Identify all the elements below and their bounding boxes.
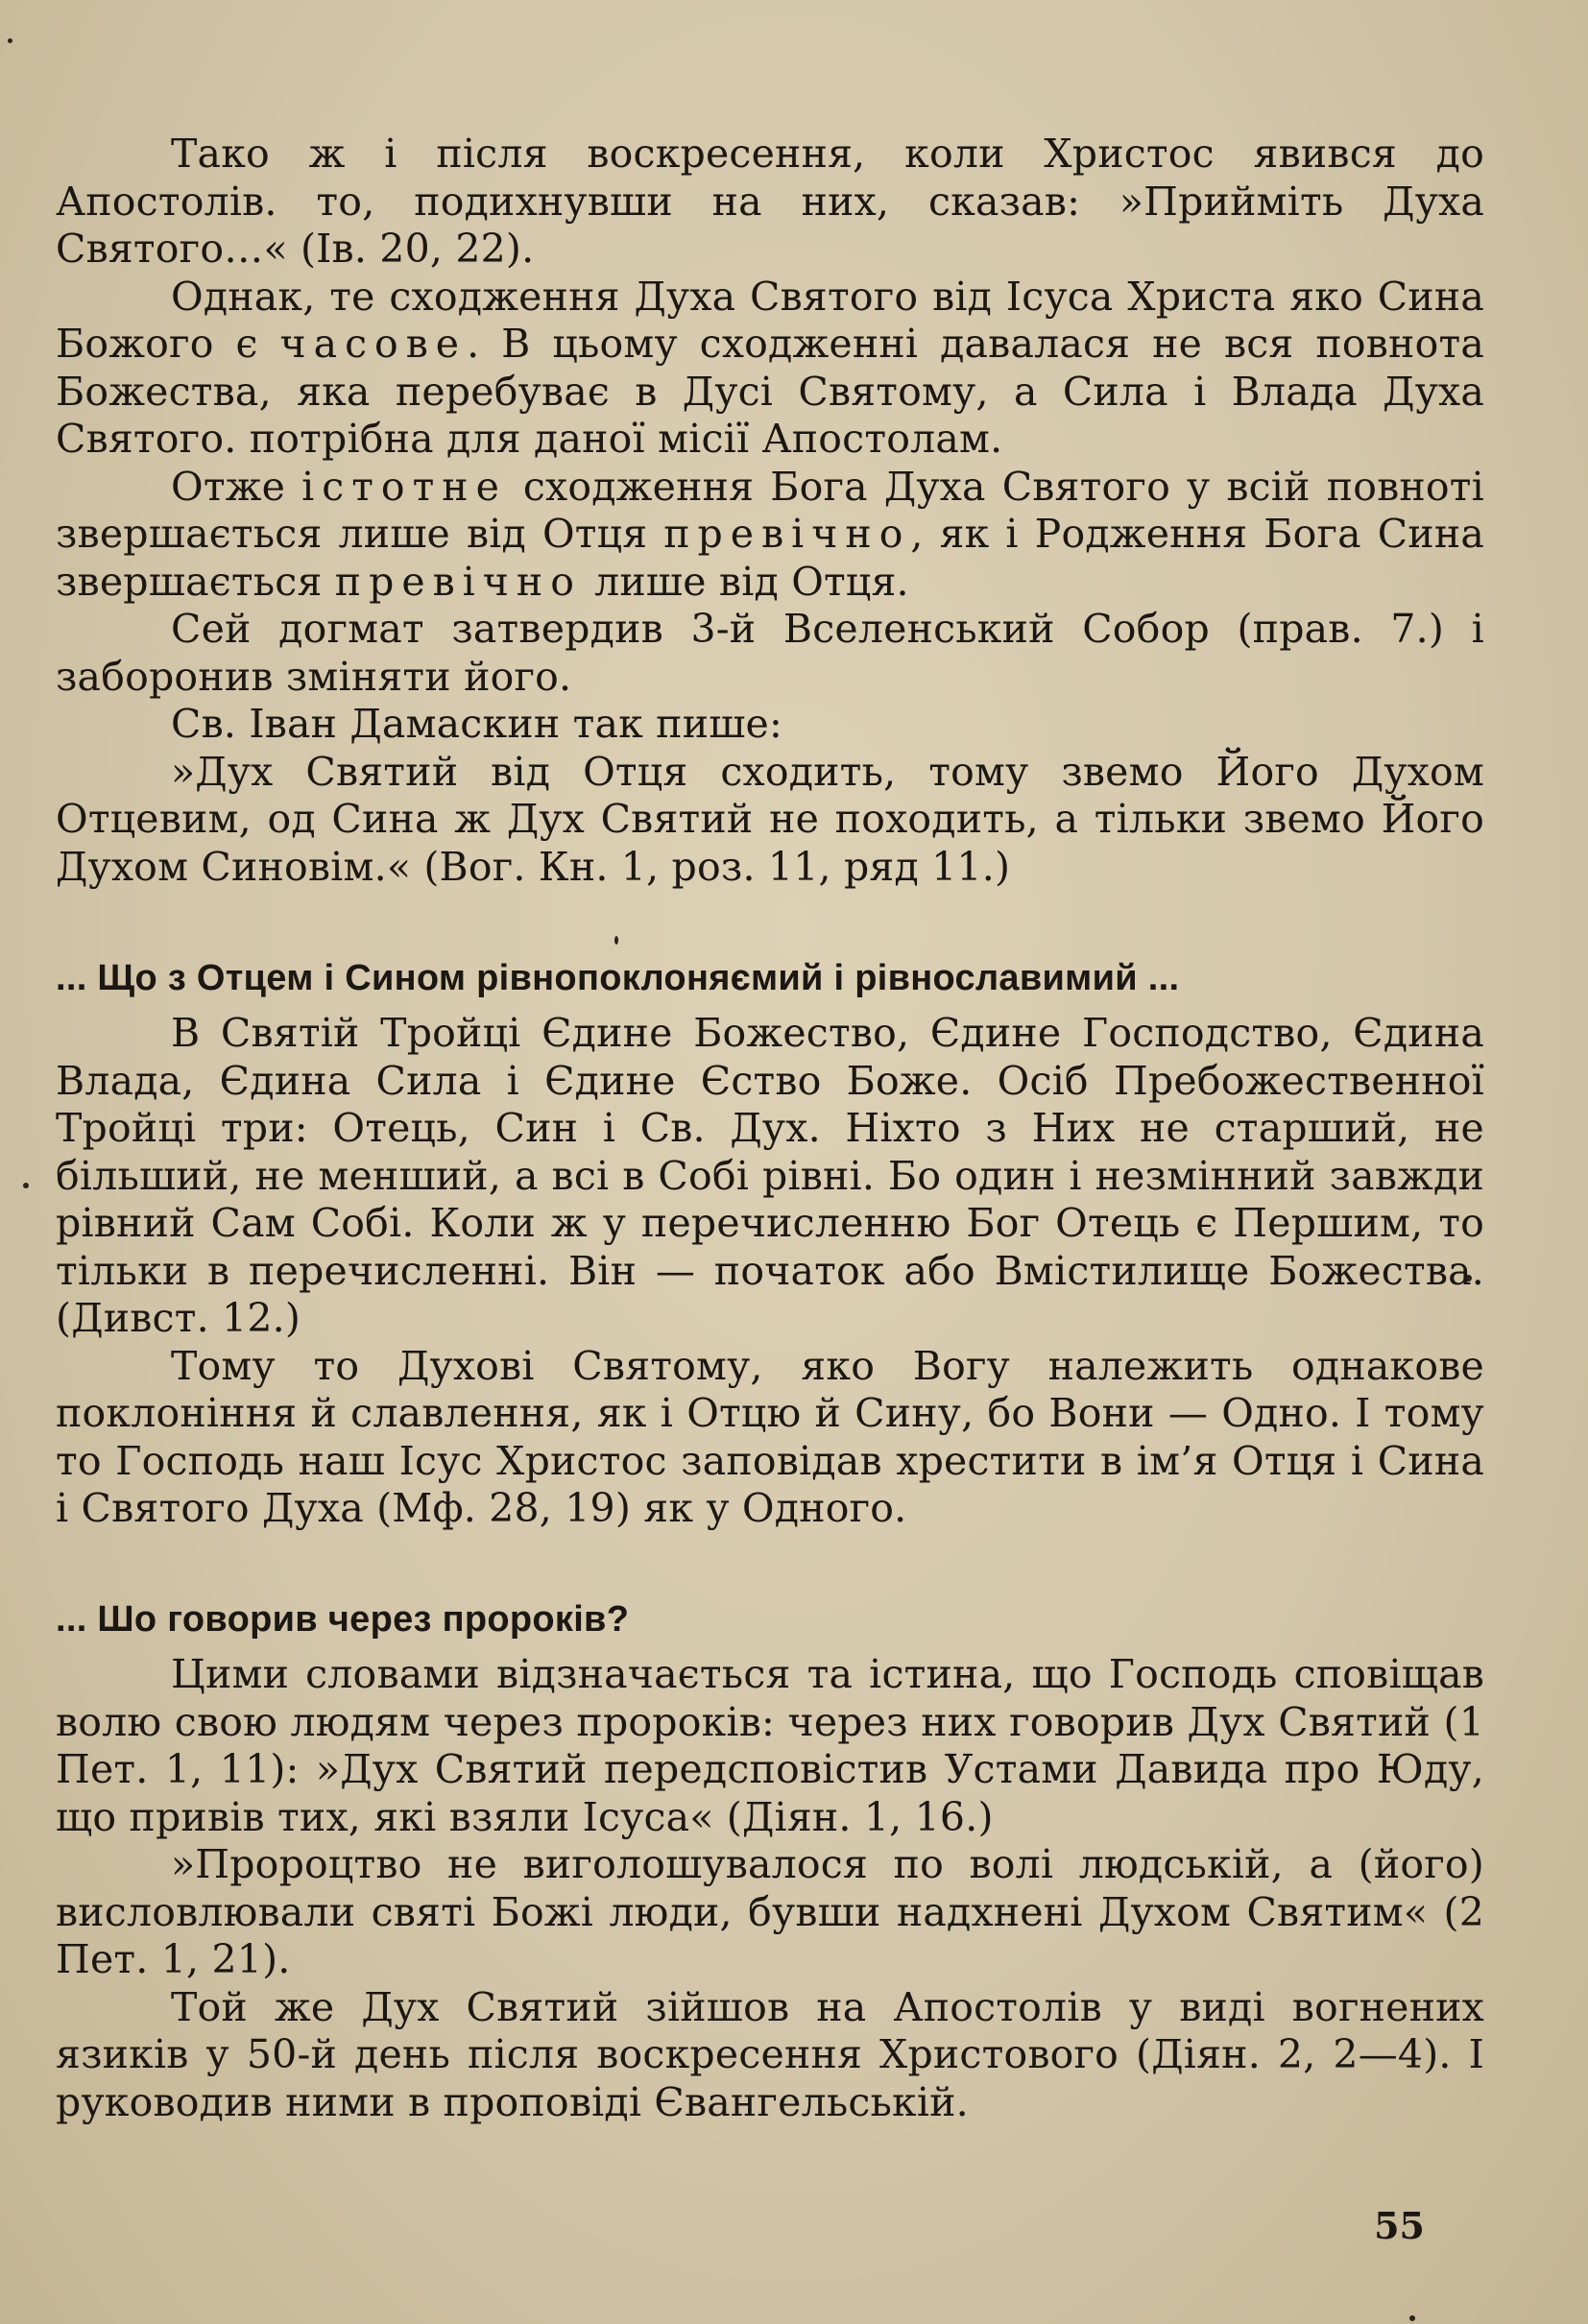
paragraph: Тако ж і після воскресення, коли Христос явився до Апостолів. то, подихнувши на них, сказав: »Прийміть Духа Святого…« (Ів. 20, 22).: [56, 131, 1484, 272]
section-prophets: [56, 1595, 1484, 2126]
section-heading: ... Що з Отцем і Сином рівнопоклоняємий і рівнославимий ...: [56, 958, 1180, 998]
text-run: . В цьому сходженні давалася не вся повнота Божества, яка перебуває в Дусі Святому, а Сила і Влада Духа Святого. потрібна для даної місії Апостолам.: [56, 321, 1484, 462]
quote-paragraph: »Дух Святий від Отця сходить, тому звемо Його Духом Отцевим, од Сина ж Дух Святий не походить, а тільки звемо Його Духом Синовім.« (Вог. Кн. 1, роз. 11, ряд 11.): [56, 748, 1484, 890]
page-number: 55: [1374, 2204, 1425, 2247]
paragraph: Той же Дух Святий зійшов на Апостолів у виді вогнених язиків у 50-й день після воскресення Христового (Діян. 2, 2—4). І руководив ними в проповіді Євангельській.: [56, 1983, 1484, 2125]
paragraph: Св. Іван Дамаскин так пише:: [171, 701, 783, 747]
text-run: Отже: [171, 463, 302, 510]
paper-speck: [614, 936, 618, 945]
emphasized-word: превічно: [334, 558, 582, 605]
emphasized-word: істотне: [301, 463, 507, 510]
paragraph: [56, 464, 1484, 607]
paper-speck: [1409, 2315, 1415, 2321]
text-run: Однак, те сходження Духа Святого від Ісуса Христа яко Сина Божого є: [56, 273, 1484, 367]
emphasized-word: превічно: [663, 511, 911, 557]
section-doctrine-text: [56, 131, 1484, 891]
paper-speck: [8, 38, 12, 43]
section-heading: ... Шо говорив через пророків?: [56, 1599, 630, 1640]
emphasized-word: часове: [279, 321, 468, 367]
section-equal-worship: [56, 954, 1484, 1533]
paragraph: В Святій Тройці Єдине Божество, Єдине Господство, Єдина Влада, Єдина Сила і Єдине Єство Боже. Осіб Пребожественної Тройці три: Отець, Син і Св. Дух. Ніхто з Них не старший, не більший, не менший, а всі в Собі рівні. Бо один і незмінний завжди рівний Сам Собі. Коли ж у перечисленню Бог Отець є Першим, то тільки в перечисленні. Він — початок або Вмістилище Божества. (Дивст. 12.): [56, 1010, 1484, 1341]
paragraph: Сей догмат затвердив 3-й Вселенський Собор (прав. 7.) і заборонив зміняти його.: [56, 606, 1484, 700]
paper-speck: [23, 1183, 29, 1188]
text-run: сходження Бога Духа Святого у всій повноті звершається лише від Отця: [56, 463, 1484, 557]
text-run: , як і Родження Бога Сина звершається: [56, 511, 1484, 605]
quote-paragraph: »Пророцтво не виголошувалося по волі людській, а (його) висловлювали святі Божі люди, бувши надхнені Духом Святим« (2 Пет. 1, 21).: [56, 1841, 1484, 1982]
text-run: лише від Отця.: [581, 558, 909, 605]
paragraph: [56, 274, 1484, 464]
paragraph: Цими словами відзначається та істина, що Господь сповіщав волю свою людям через пророків: через них говорив Дух Святий (1 Пет. 1, 11): »Дух Святий передсповістив Устами Давида про Юду, що привів тих, які взяли Ісуса« (Діян. 1, 16.): [56, 1651, 1484, 1840]
paragraph: Тому то Духові Святому, яко Вогу належить однакове поклоніння й славлення, як і Отцю й Сину, бо Вони — Одно. І тому то Господь наш Ісус Христос заповідав хрестити в ім’я Отця і Сина і Святого Духа (Мф. 28, 19) як у Одного.: [56, 1342, 1484, 1531]
